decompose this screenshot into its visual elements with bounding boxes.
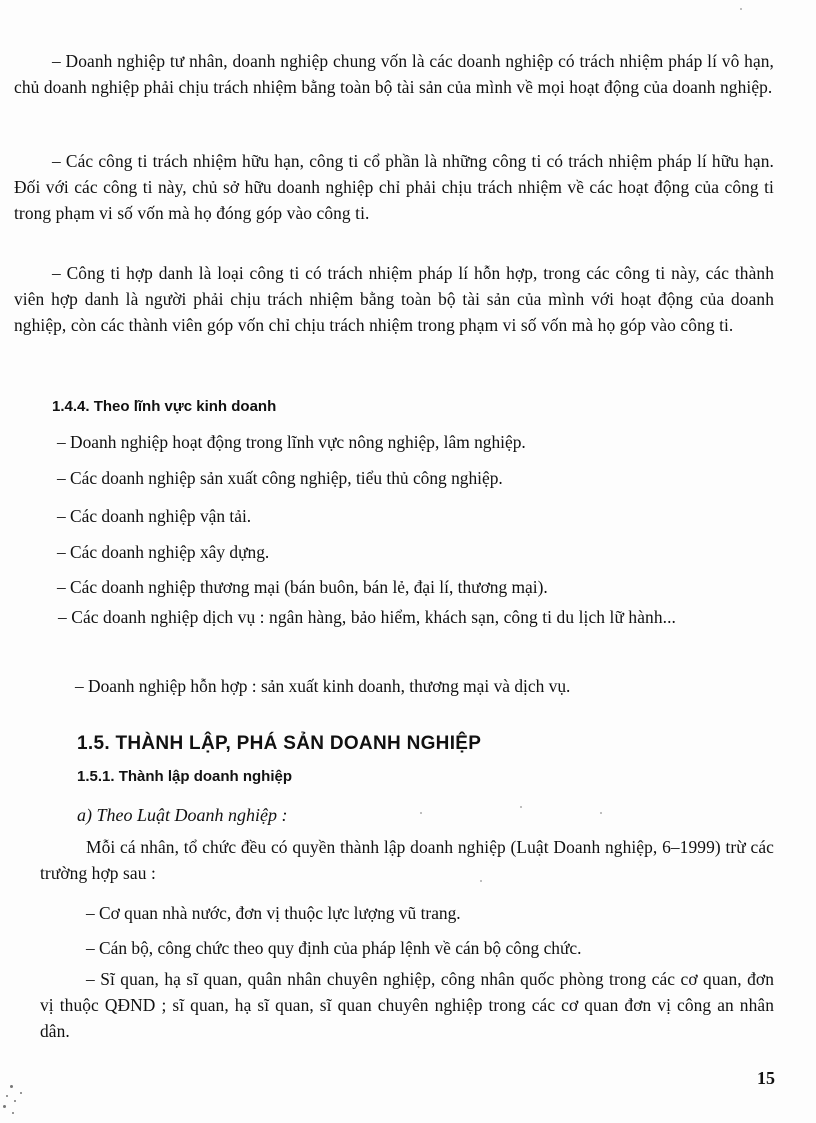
scan-speck <box>520 806 522 808</box>
list-item: – Sĩ quan, hạ sĩ quan, quân nhân chuyên nghiệp, công nhân quốc phòng trong các cơ quan, đơn vị thuộc QĐND ; sĩ quan, hạ sĩ quan, sĩ quan chuyên nghiệp trong các cơ quan đơn vị công an nhân dân. <box>40 969 774 1041</box>
list-item: – Doanh nghiệp hoạt động trong lĩnh vực nông nghiệp, lâm nghiệp. <box>57 432 526 452</box>
page-number: 15 <box>757 1068 775 1088</box>
scan-speck <box>600 812 602 814</box>
paragraph-mixed-liability: – Công ti hợp danh là loại công ti có trách nhiệm pháp lí hỗn hợp, trong các công ti này, các thành viên hợp danh là người phải chịu trách nhiệm bằng toàn bộ tài sản của mình với hoạt động của doanh nghiệp, còn các thành viên góp vốn chỉ chịu trách nhiệm trong phạm vi số vốn mà họ góp vào công ti. <box>14 263 774 335</box>
section-heading-1-5-1: 1.5.1. Thành lập doanh nghiệp <box>77 768 293 785</box>
subsection-title: a) Theo Luật Doanh nghiệp : <box>77 805 288 825</box>
paragraph-limited-liability: – Các công ti trách nhiệm hữu hạn, công ti cổ phần là những công ti có trách nhiệm pháp lí hữu hạn. Đối với các công ti này, chủ sở hữu doanh nghiệp chỉ phải chịu trách nhiệm về các hoạt động của công ti trong phạm vi số vốn mà họ đóng góp vào công ti. <box>14 151 774 223</box>
list-item: – Các doanh nghiệp vận tải. <box>57 506 252 526</box>
scan-speck <box>480 880 482 882</box>
paragraph-unlimited-liability: – Doanh nghiệp tư nhân, doanh nghiệp chung vốn là các doanh nghiệp có trách nhiệm pháp lí vô hạn, chủ doanh nghiệp phải chịu trách nhiệm bằng toàn bộ tài sản của mình về mọi hoạt động của doanh nghiệp. <box>14 51 774 97</box>
list-item: – Các doanh nghiệp thương mại (bán buôn, bán lẻ, đại lí, thương mại). <box>57 577 548 597</box>
list-item: – Các doanh nghiệp sản xuất công nghiệp, tiểu thủ công nghiệp. <box>57 468 503 488</box>
scan-speck <box>740 8 742 10</box>
section-heading-1-5: 1.5. THÀNH LẬP, PHÁ SẢN DOANH NGHIỆP <box>77 733 482 754</box>
section-heading-1-4-4: 1.4.4. Theo lĩnh vực kinh doanh <box>52 398 277 415</box>
paragraph-founding-rights: Mỗi cá nhân, tổ chức đều có quyền thành lập doanh nghiệp (Luật Doanh nghiệp, 6–1999) trừ các trường hợp sau : <box>40 837 774 883</box>
list-item: – Cán bộ, công chức theo quy định của pháp lệnh về cán bộ công chức. <box>86 938 582 958</box>
scan-speck <box>10 1085 13 1088</box>
list-item: – Các doanh nghiệp xây dựng. <box>57 542 270 562</box>
scan-speck <box>20 1092 22 1094</box>
scan-speck <box>6 1095 8 1097</box>
scan-speck <box>14 1100 16 1102</box>
scan-speck <box>420 812 422 814</box>
scan-speck <box>3 1105 6 1108</box>
list-item: – Doanh nghiệp hỗn hợp : sản xuất kinh doanh, thương mại và dịch vụ. <box>75 676 571 696</box>
list-item: – Cơ quan nhà nước, đơn vị thuộc lực lượng vũ trang. <box>86 903 461 923</box>
scan-speck <box>12 1112 14 1114</box>
list-item: – Các doanh nghiệp dịch vụ : ngân hàng, bảo hiểm, khách sạn, công ti du lịch lữ hành... <box>58 607 676 627</box>
